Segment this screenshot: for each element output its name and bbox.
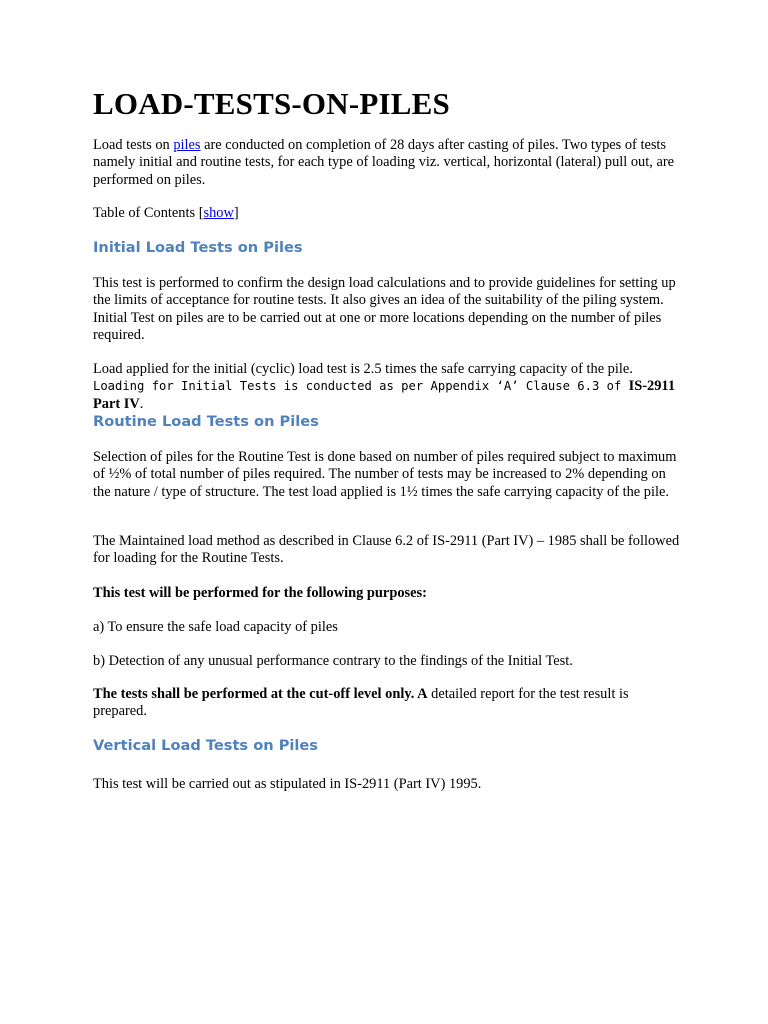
initial-load-line2: Loading for Initial Tests is conducted as per Appendix ‘A’ Clause 6.3 of <box>93 379 629 394</box>
vertical-tests-paragraph: This test will be carried out as stipulated in IS-2911 (Part IV) 1995. <box>93 776 482 792</box>
cut-off-note-bold: The tests shall be performed at the cut-off level only. A <box>93 686 428 702</box>
routine-load-tests-heading: Routine Load Tests on Piles <box>93 413 319 430</box>
routine-selection-paragraph: Selection of piles for the Routine Test is done based on number of piles required subject to maximum of ½% of total number of piles required. The number of tests may be increased to 2% depending on the nature / type of structure. The test load applied is 1½ times the safe carrying capacity of the pile. <box>93 449 677 500</box>
purpose-b: b) Detection of any unusual performance contrary to the findings of the Initial Test. <box>93 653 573 669</box>
vertical-load-tests-heading: Vertical Load Tests on Piles <box>93 737 318 754</box>
initial-tests-paragraph: This test is performed to confirm the design load calculations and to provide guidelines for setting up the limits of acceptance for routine tests. It also gives an idea of the suitability of the piling system. Initial Test on piles are to be carried out at one or more locations depending on the number of piles required. <box>93 275 676 344</box>
toc-label: Table of Contents [ <box>93 205 204 221</box>
purposes-heading <box>93 585 683 602</box>
intro-text-start: Load tests on <box>93 137 174 153</box>
intro-text-end: are conducted on completion of 28 days after casting of piles. Two types of tests namely initial and routine tests, for each type of loading viz. vertical, horizontal (lateral) pull out, are performed on piles. <box>93 137 675 188</box>
toc-close-bracket: ] <box>233 205 239 221</box>
initial-load-line1: Load applied for the initial (cyclic) load test is 2.5 times the safe carrying capacity of the pile. <box>93 361 633 377</box>
maintained-load-paragraph: The Maintained load method as described in Clause 6.2 of IS-2911 (Part IV) – 1985 shall be followed for loading for the Routine Tests. <box>93 533 680 567</box>
is-2911-reference: IS-2911 Part IV <box>93 378 676 412</box>
purposes-heading-text: This test will be performed for the following purposes: <box>93 585 427 601</box>
purpose-a: a) To ensure the safe load capacity of piles <box>93 619 338 635</box>
initial-load-period: . <box>139 395 144 412</box>
piles-link[interactable]: piles <box>173 137 201 153</box>
cut-off-note-paragraph <box>93 686 683 721</box>
initial-load-tests-heading: Initial Load Tests on Piles <box>93 239 303 256</box>
initial-load-paragraph <box>93 361 683 413</box>
page-title: LOAD-TESTS-ON-PILES <box>93 86 450 121</box>
table-of-contents <box>93 205 683 222</box>
toc-show-link[interactable]: show <box>203 205 234 221</box>
cut-off-note-rest: detailed report for the test result is prepared. <box>93 686 629 720</box>
intro-paragraph <box>93 137 683 189</box>
